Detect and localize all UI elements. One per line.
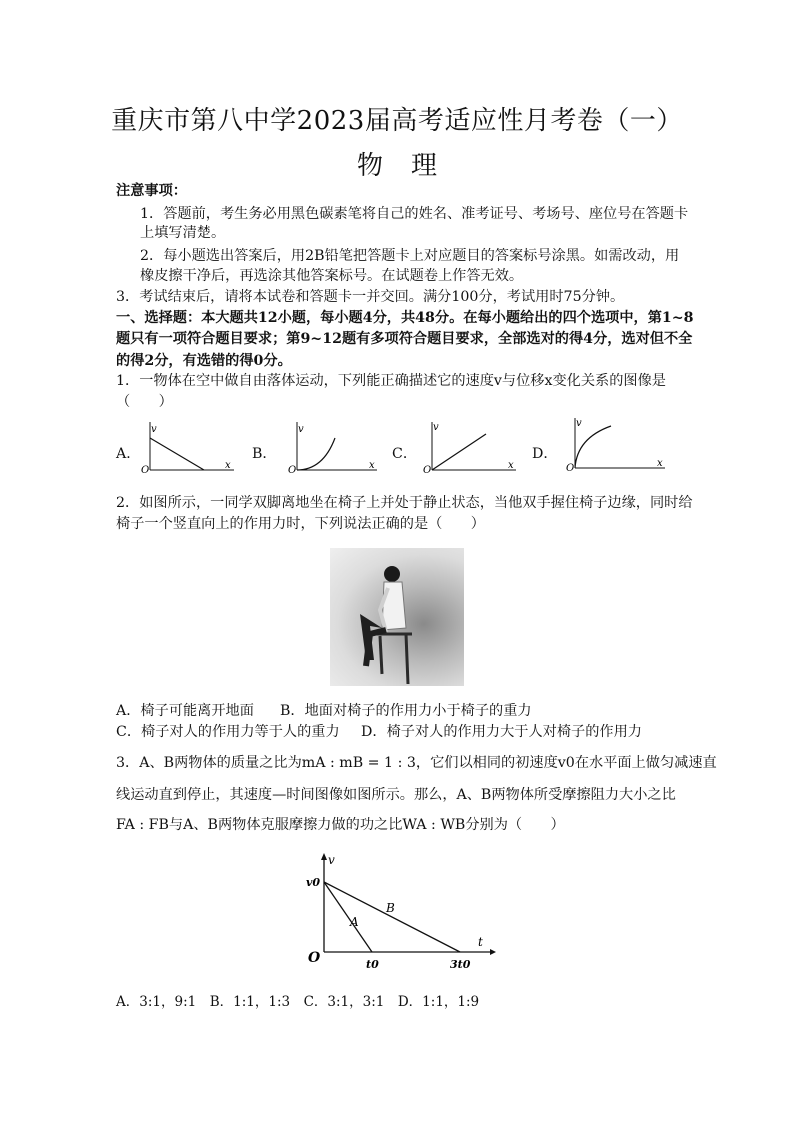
- exam-subject: 物理: [356, 151, 465, 181]
- q3-stem-line-1: 3．A、B两物体的质量之比为mA : mB = 1 : 3，它们以相同的初速度v0在水平面上做匀减速直: [116, 755, 717, 771]
- q1-b-origin: O: [288, 465, 297, 476]
- section1-line-2: 题只有一项符合题目要求；第9~12题有多项符合题目要求，全部选对的得4分，选对但不全: [116, 331, 693, 347]
- notice-item-1-line-1: 1．答题前，考生务必用黑色碳素笔将自己的姓名、准考证号、考场号、座位号在答题卡: [140, 206, 689, 222]
- q3-line-b-label: B: [386, 901, 395, 915]
- q1-graph-c: [420, 418, 520, 476]
- notice-heading: 注意事项：: [116, 183, 187, 199]
- q1-option-d-label: D．: [532, 446, 558, 462]
- q3-options: A．3:1，9:1 B．1:1，1:3 C．3:1，3:1 D．1:1，1:9: [116, 994, 480, 1010]
- q2-option-a: A．椅子可能离开地面: [116, 703, 254, 719]
- q1-c-axis-v: v: [433, 422, 439, 433]
- q1-a-origin: O: [141, 465, 150, 476]
- q3-t0-label: t0: [366, 958, 379, 971]
- q1-d-axis-v: v: [576, 418, 582, 429]
- notice-item-2-line-2: 橡皮擦干净后，再选涂其他答案标号。在试题卷上作答无效。: [140, 268, 524, 284]
- q3-3t0-label: 3t0: [450, 958, 471, 971]
- q1-d-axis-x: x: [657, 458, 663, 469]
- section1-line-3: 的得2分，有选错的得0分。: [116, 353, 292, 369]
- q3-line-a-label: A: [350, 915, 359, 929]
- exam-title: 重庆市第八中学2023届高考适应性月考卷（一）: [111, 106, 683, 136]
- q1-graph-d: [563, 414, 671, 476]
- q3-axis-t: t: [478, 935, 483, 949]
- q3-v0-label: v0: [306, 876, 321, 889]
- q1-b-axis-v: v: [298, 424, 304, 435]
- q2-option-c: C．椅子对人的作用力等于人的重力: [116, 724, 340, 740]
- q1-option-a-label: A．: [116, 446, 141, 462]
- q2-stem-line-1: 2．如图所示，一同学双脚离地坐在椅子上并处于静止状态，当他双手握住椅子边缘，同时给: [116, 495, 693, 511]
- person-on-chair-illustration: [330, 548, 464, 686]
- section1-line-1: 一、选择题：本大题共12小题，每小题4分，共48分。在每小题给出的四个选项中，第1~8: [116, 310, 694, 326]
- q2-stem-line-2: 椅子一个竖直向上的作用力时，下列说法正确的是（ ）: [116, 516, 485, 532]
- q1-stem-line-2: （ ）: [116, 394, 173, 410]
- q1-option-c-label: C．: [392, 446, 418, 462]
- q1-b-axis-x: x: [369, 460, 375, 471]
- chair-photo: [330, 548, 464, 686]
- q1-a-axis-v: v: [151, 424, 157, 435]
- q1-c-axis-x: x: [508, 460, 514, 471]
- q2-option-d: D．椅子对人的作用力大于人对椅子的作用力: [361, 724, 642, 740]
- q3-axis-v: v: [328, 853, 335, 867]
- q3-vt-graph: [300, 850, 500, 980]
- q3-stem-line-3: FA : FB与A、B两物体克服摩擦力做的功之比WA : WB分别为（ ）: [116, 817, 565, 833]
- notice-item-2-line-1: 2．每小题选出答案后，用2B铅笔把答题卡上对应题目的答案标号涂黑。如需改动，用: [140, 248, 680, 264]
- q1-d-origin: O: [566, 463, 575, 474]
- q1-a-axis-x: x: [225, 460, 231, 471]
- q1-stem-line-1: 1．一物体在空中做自由落体运动，下列能正确描述它的速度v与位移x变化关系的图像是: [116, 373, 666, 389]
- q3-origin: O: [308, 950, 321, 966]
- q2-option-b: B．地面对椅子的作用力小于椅子的重力: [280, 703, 532, 719]
- q1-option-b-label: B．: [252, 446, 277, 462]
- q1-graph-a: [138, 418, 238, 476]
- q1-graph-b: [285, 418, 385, 476]
- q1-c-origin: O: [423, 465, 432, 476]
- q3-stem-line-2: 线运动直到停止，其速度—时间图像如图所示。那么，A、B两物体所受摩擦阻力大小之比: [116, 787, 676, 803]
- notice-item-1-line-2: 上填写清楚。: [140, 225, 226, 241]
- notice-item-3: 3．考试结束后，请将本试卷和答题卡一并交回。满分100分，考试用时75分钟。: [116, 289, 625, 305]
